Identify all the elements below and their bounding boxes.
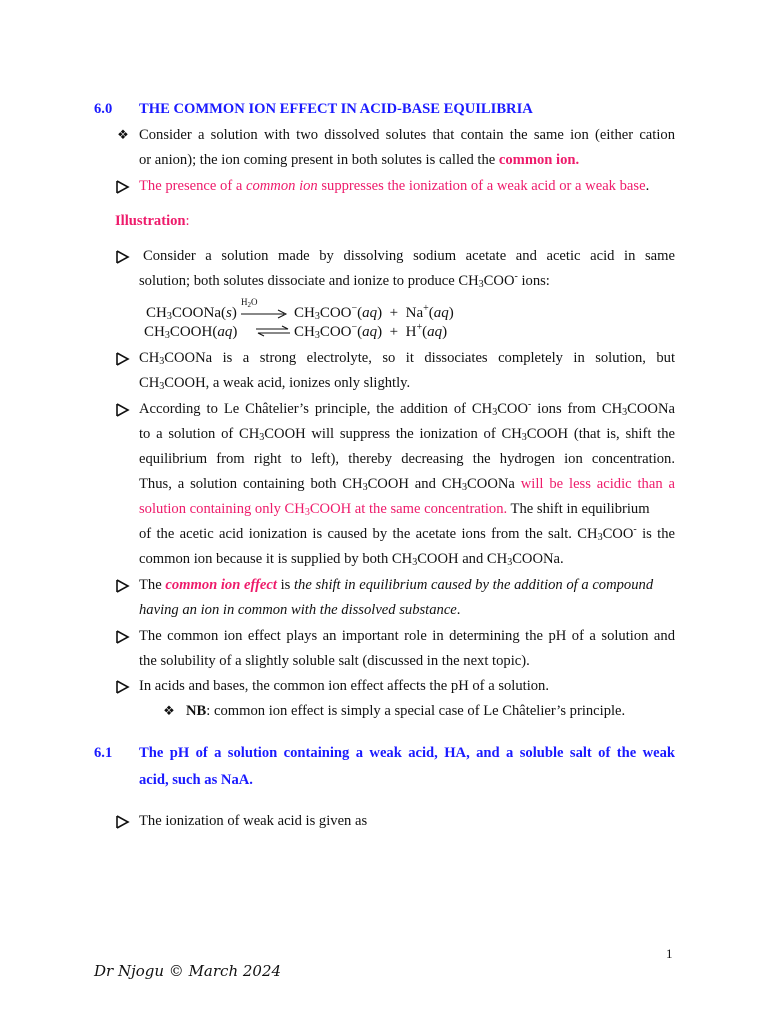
section-number-6-0: 6.0: [94, 101, 113, 117]
lechatelier-line-6: of the acetic acid ionization is caused by the acetate ions from the salt. $CH_3COO^-$ is the: [139, 524, 675, 543]
equation-2: $CH_3COOH(aq)$: [144, 324, 238, 341]
lechatelier-line-1: According to Le Châtelier’s principle, the addition of $CH_3COO^-$ ions from $CH_3COONa$: [139, 399, 675, 418]
common-ion-term: common ion.: [498, 152, 580, 168]
section-title-6-1-line-1: The pH of a solution containing a weak acid, HA, and a soluble salt of the weak: [139, 745, 675, 761]
equilibrium-arrow-icon: [255, 325, 291, 337]
definition-line-1: The common ion effect is the shift in equilibrium caused by the addition of a compound: [139, 577, 654, 593]
definition-line-2: having an ion in common with the dissolved substance.: [139, 602, 461, 618]
arrow-bullet-icon: [115, 680, 131, 694]
diamond-bullet-icon: ❖: [163, 703, 175, 718]
lechatelier-line-3: equilibrium from right to left), thereby decreasing the hydrogen ion concentration.: [139, 451, 675, 467]
ionization-line: The ionization of weak acid is given as: [139, 813, 368, 829]
role-line-1: The common ion effect plays an important role in determining the pH of a solution and: [139, 628, 675, 644]
consider-line-2: solution; both solutes dissociate and ionize to produce $CH_3COO^-$ ions:: [139, 271, 550, 290]
diamond-bullet-icon: ❖: [117, 127, 129, 142]
role-line-2: the solubility of a slightly soluble salt (discussed in the next topic).: [139, 653, 530, 669]
reaction-arrow-icon: [240, 309, 290, 319]
intro-line-1: Consider a solution with two dissolved solutes that contain the same ion (either cation: [139, 127, 675, 143]
equation-2-products: $CH_3COO^-(aq) + H^+(aq)$: [294, 322, 448, 341]
section-title-6-0: THE COMMON ION EFFECT IN ACID-BASE EQUILIBRIA: [139, 101, 533, 117]
arrow-bullet-icon: [115, 579, 131, 593]
section-title-6-1-line-2: acid, such as NaA.: [139, 772, 253, 788]
illustration-label: Illustration:: [115, 213, 190, 229]
strong-line-1: $CH_3COONa$ is a strong electrolyte, so it dissociates completely in solution, but: [139, 350, 675, 367]
arrow-bullet-icon: [115, 403, 131, 417]
lechatelier-line-7: common ion because it is supplied by both $CH_3COOH$ and $CH_3COONa$.: [139, 551, 564, 568]
presence-statement: The presence of a common ion suppresses the ionization of a weak acid or a weak base.: [139, 178, 650, 194]
footer-author: Dr Njogu © March 2024: [94, 962, 282, 980]
lechatelier-line-2: to a solution of $CH_3COOH$ will suppress the ionization of $CH_3COOH$ (that is, shift the: [139, 426, 675, 443]
arrow-bullet-icon: [115, 630, 131, 644]
strong-line-2: $CH_3COOH$, a weak acid, ionizes only slightly.: [139, 375, 411, 392]
lechatelier-line-4: Thus, a solution containing both $CH_3COOH$ and $CH_3COONa$ will be less acidic than a: [139, 476, 675, 493]
equation-1-products: $CH_3COO^-(aq) + Na^+(aq)$: [294, 303, 454, 322]
lechatelier-line-5: solution containing only $CH_3COOH$ at the same concentration. The shift in equilibrium: [139, 501, 650, 518]
nb-line: NB: common ion effect is simply a special case of Le Châtelier’s principle.: [186, 703, 626, 719]
page-number: 1: [666, 946, 673, 961]
intro-line-2: or anion); the ion coming present in both solutes is called the common ion.: [139, 152, 580, 168]
arrow-bullet-icon: [115, 815, 131, 829]
section-number-6-1: 6.1: [94, 745, 113, 761]
arrow-bullet-icon: [115, 250, 131, 264]
equation-1: $CH_3COONa(s)$: [146, 305, 237, 322]
arrow-bullet-icon: [115, 180, 131, 194]
common-ion-effect-term: common ion effect: [165, 577, 277, 593]
consider-line-1: Consider a solution made by dissolving sodium acetate and acetic acid in same: [143, 248, 675, 264]
arrow-bullet-icon: [115, 352, 131, 366]
solvent-label: $H_2O$: [241, 297, 258, 309]
acids-line: In acids and bases, the common ion effect affects the pH of a solution.: [139, 678, 549, 694]
